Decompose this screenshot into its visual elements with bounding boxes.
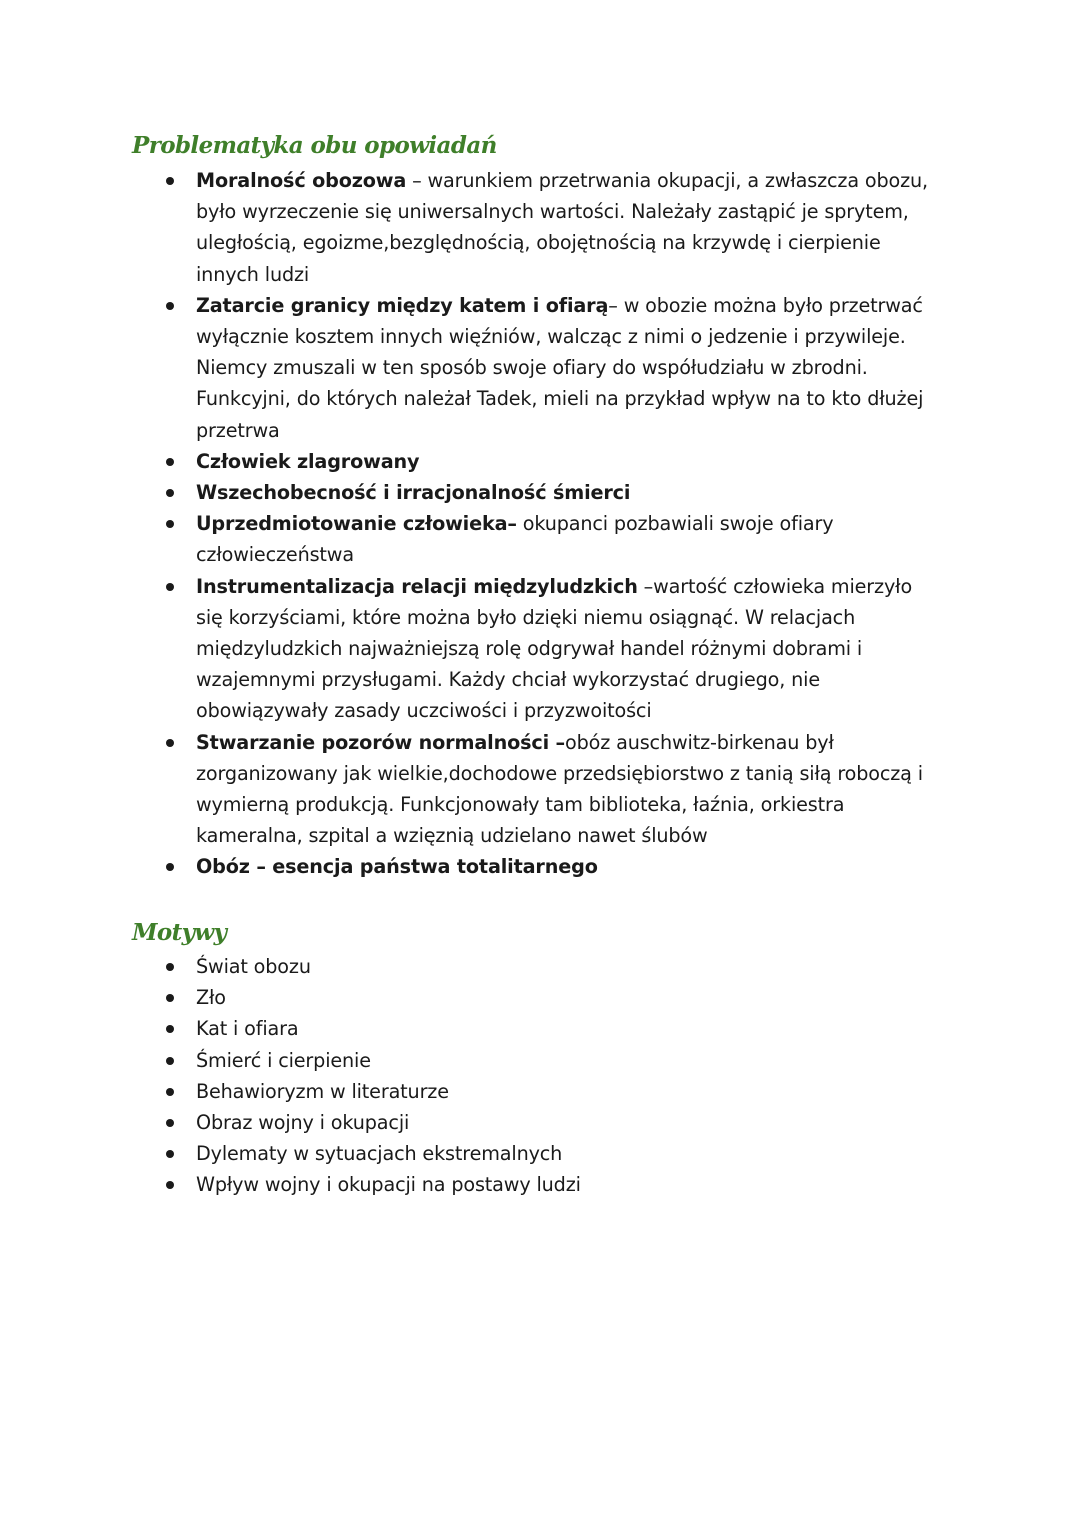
- bullet-icon: [166, 583, 174, 591]
- item-term: Obóz – esencja państwa totalitarnego: [196, 855, 598, 879]
- list-item: [0, 290, 1080, 446]
- bullet-icon: [166, 1150, 174, 1158]
- section-heading-motifs: Motywy: [132, 919, 227, 946]
- bullet-icon: [166, 963, 174, 971]
- bullet-icon: [166, 739, 174, 747]
- list-item: [0, 477, 1080, 508]
- motif-text: Dylematy w sytuacjach ekstremalnych: [196, 1142, 563, 1166]
- item-term: Moralność obozowa: [196, 169, 407, 192]
- list-item: [0, 165, 1080, 290]
- bullet-icon: [166, 1119, 174, 1127]
- motif-text: Śmierć i cierpienie: [196, 1048, 371, 1072]
- list-item: [0, 727, 1080, 852]
- list-item: [0, 1076, 1080, 1107]
- bullet-icon: [166, 302, 174, 310]
- list-item: [0, 1169, 1080, 1200]
- bullet-icon: [166, 1088, 174, 1096]
- list-item: [0, 446, 1080, 477]
- bullet-icon: [166, 520, 174, 528]
- list-item: [0, 1138, 1080, 1169]
- motifs-list: [0, 951, 1080, 1201]
- bullet-icon: [166, 994, 174, 1002]
- section-heading-problems: Problematyka obu opowiadań: [132, 132, 497, 159]
- problems-list: [0, 165, 1080, 883]
- item-term: Instrumentalizacja relacji międzyludzkich: [196, 574, 638, 598]
- motif-text: Kat i ofiara: [196, 1017, 299, 1041]
- bullet-icon: [166, 177, 174, 185]
- item-term: Zatarcie granicy między katem i ofiarą: [196, 293, 609, 317]
- list-item: [0, 982, 1080, 1013]
- list-item: [0, 951, 1080, 982]
- item-description: – w obozie można było przetrwać wyłącznie kosztem innych więźniów, walcząc z nimi o jedzenie i przywileje. Niemcy zmuszali w ten sposób swoje ofiary do współudziału w zbrodni. Funkcyjni, do których należał Tadek, mieli na przykład wpływ na to kto dłużej przetrwa: [196, 293, 924, 442]
- item-term: Uprzedmiotowanie człowieka–: [196, 512, 517, 536]
- bullet-icon: [166, 489, 174, 497]
- list-item: [0, 851, 1080, 882]
- bullet-icon: [166, 1181, 174, 1189]
- motif-text: Behawioryzm w literaturze: [196, 1079, 449, 1103]
- list-item: [0, 1013, 1080, 1044]
- list-item: [0, 508, 1080, 570]
- item-term: Wszechobecność i irracjonalność śmierci: [196, 481, 631, 505]
- motif-text: Obraz wojny i okupacji: [196, 1111, 410, 1135]
- item-description: – warunkiem przetrwania okupacji, a zwłaszcza obozu, było wyrzeczenie się uniwersalnych wartości. Należały zastąpić je sprytem, uległością, egoizme,bezględnością, obojętnością na krzywdę i cierpienie innych ludzi: [196, 169, 928, 286]
- item-term: Człowiek zlagrowany: [196, 449, 420, 473]
- list-item: [0, 1045, 1080, 1076]
- motif-text: Świat obozu: [196, 955, 311, 978]
- motif-text: Wpływ wojny i okupacji na postawy ludzi: [196, 1173, 581, 1197]
- list-item: [0, 1107, 1080, 1138]
- item-description: –wartość człowieka mierzyło się korzyściami, które można było dzięki niemu osiągnąć. W relacjach międzyludzkich najważniejszą rolę odgrywał handel różnymi dobrami i wzajemnymi przysługami. Każdy chciał wykorzystać drugiego, nie obowiązywały zasady uczciwości i przyzwoitości: [196, 574, 913, 723]
- item-description: obóz auschwitz-birkenau był zorganizowany jak wielkie,dochodowe przedsiębiorstwo z tanią siłą roboczą i wymierną produkcją. Funkcjonowały tam biblioteka, łaźnia, orkiestra kameralna, szpital a wzięznią udzielano nawet ślubów: [196, 730, 923, 848]
- bullet-icon: [166, 863, 174, 871]
- motif-text: Zło: [196, 986, 226, 1010]
- bullet-icon: [166, 1057, 174, 1065]
- bullet-icon: [166, 1025, 174, 1033]
- item-description: okupanci pozbawiali swoje ofiary człowieczeństwa: [196, 512, 834, 567]
- item-term: Stwarzanie pozorów normalności –: [196, 730, 566, 754]
- list-item: [0, 571, 1080, 727]
- bullet-icon: [166, 458, 174, 466]
